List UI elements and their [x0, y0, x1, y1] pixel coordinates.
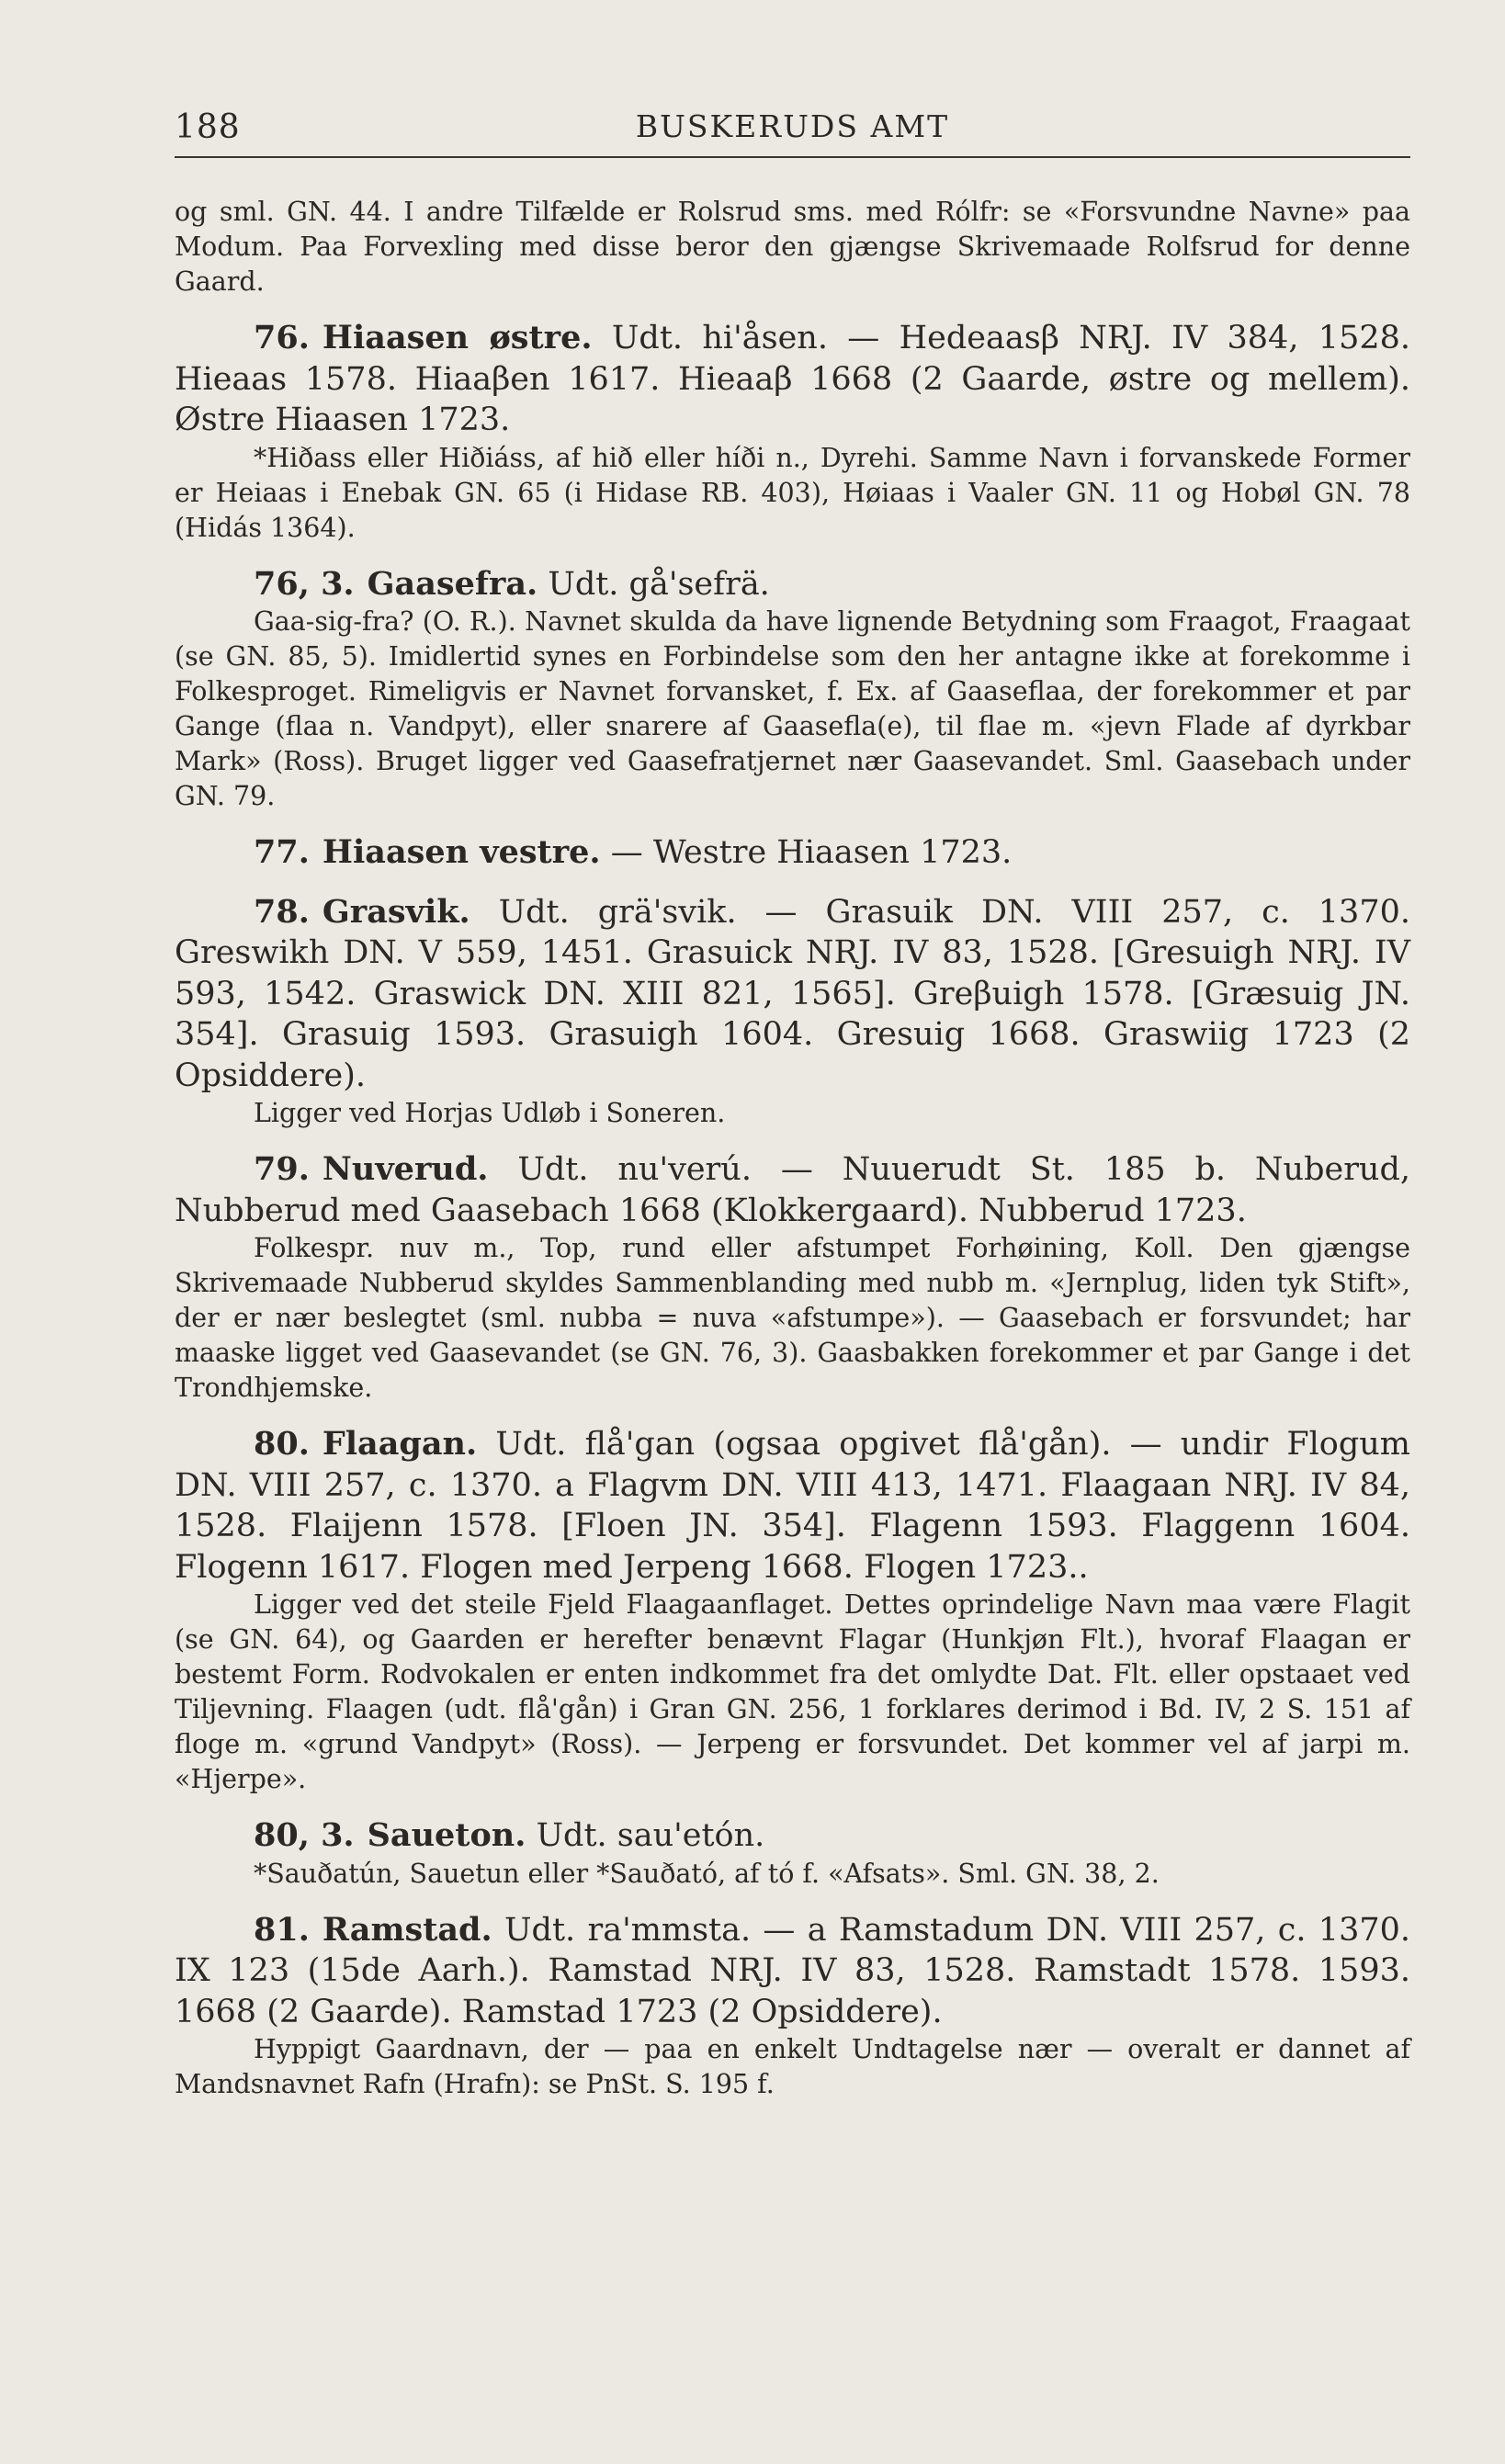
entry-76 [175, 318, 1410, 546]
header-rule [175, 156, 1410, 158]
historical-forms: Udt. ra'mmsta. — a Ramstadum DN. VIII 257, c. 1370. IX 123 (15de Aarh.). Ramstad NRJ. IV 83, 1528. Ramstadt 1578. 1593. 1668 (2 Gaarde). Ramstad 1723 (2 Opsiddere). [175, 1911, 1410, 2030]
farm-name: Nuverud. [322, 1150, 489, 1188]
entry-number: 79. [254, 1150, 310, 1188]
entry-81 [175, 1910, 1410, 2103]
entry-note: *Sauðatún, Sauetun eller *Sauðató, af tó f. «Afsats». Sml. GN. 38, 2. [254, 1858, 1160, 1889]
entry-80-3 [175, 1815, 1410, 1892]
entry-80 [175, 1424, 1410, 1797]
farm-name: Grasvik. [322, 892, 470, 931]
entry-number: 80. [254, 1425, 310, 1463]
entry-number: 81. [254, 1910, 310, 1949]
entry-number: 78. [254, 892, 310, 931]
entry-heading [175, 892, 1410, 1097]
entry-number: 76. [254, 319, 310, 356]
entry-heading [175, 1815, 1410, 1857]
historical-forms: Udt. flå'gan (ogsaa opgivet flå'gån). — undir Flogum DN. VIII 257, c. 1370. a Flagvm DN. VIII 413, 1471. Flaagaan NRJ. IV 84, 1528. Flaijenn 1578. [Floen JN. 354]. Flagenn 1593. Flaggenn 1604. Flogenn 1617. Flogen med Jerpeng 1668. Flogen 1723.. [175, 1426, 1410, 1586]
entry-note: Folkespr. nuv m., Top, rund eller afstumpet Forhøining, Koll. Den gjængse Skrivemaade Nubberud skyldes Sammenblanding med nubb m. «Jernplug, liden tyk Stift», der er nær beslegtet (sml. nubba = nuva «afstumpe»). — Gaasebach er forsvundet; har maaske ligget ved Gaasevandet (se GN. 76, 3). Gaasbakken forekommer et par Gange i det Trondhjemske. [175, 1233, 1410, 1403]
entry-number: 76, 3. [254, 564, 355, 603]
entry-note: Ligger ved Horjas Udløb i Soneren. [254, 1098, 726, 1128]
intro-paragraph: og sml. GN. 44. I andre Tilfælde er Rolsrud sms. med Rólfr: se «Forsvundne Navne» paa Modum. Paa Forvexling med disse beror den gjængse Skrivemaade Rolfsrud for denne Gaard. [175, 197, 1410, 297]
entry-number: 77. [254, 833, 310, 871]
page-header [175, 108, 1410, 154]
entry-76-3 [175, 564, 1410, 815]
entry-77 [175, 832, 1410, 874]
historical-forms: — Westre Hiaasen 1723. [600, 834, 1013, 871]
main-text [175, 195, 1410, 2102]
entry-heading [175, 1910, 1410, 2033]
running-head: BUSKERUDS AMT [635, 108, 950, 144]
entry-79 [175, 1149, 1410, 1406]
entry-78 [175, 892, 1410, 1132]
historical-forms: Udt. nu'verú. — Nuuerudt St. 185 b. Nuberud, Nubberud med Gaasebach 1668 (Klokkergaard). Nubberud 1723. [175, 1151, 1410, 1229]
entry-note: Hyppigt Gaardnavn, der — paa en enkelt Undtagelse nær — overalt er dannet af Mandsnavnet Rafn (Hrafn): se PnSt. S. 195 f. [175, 2034, 1410, 2099]
page-number: 188 [175, 108, 241, 146]
farm-name: Hiaasen østre. [322, 319, 593, 356]
entry-heading [175, 564, 1410, 605]
historical-forms: Udt. gå'sefrä. [538, 565, 770, 603]
farm-name: Flaagan. [322, 1425, 478, 1463]
entry-heading [175, 318, 1410, 441]
entry-note: *Hiðass eller Hiðiáss, af hið eller híði n., Dyrehi. Samme Navn i forvanskede Former er Heiaas i Enebak GN. 65 (i Hidase RB. 403), Høiaas i Vaaler GN. 11 og Hobøl GN. 78 (Hidás 1364). [175, 442, 1410, 543]
historical-forms: Udt. hi'åsen. — Hedeaasβ NRJ. IV 384, 1528. Hieaas 1578. Hiaaβen 1617. Hieaaβ 1668 (2 Gaarde, østre og mellem). Østre Hiaasen 1723. [175, 320, 1411, 438]
entry-heading [175, 832, 1410, 874]
farm-name: Gaasefra. [367, 564, 538, 603]
entry-heading [175, 1424, 1410, 1588]
entry-heading [175, 1149, 1410, 1231]
historical-forms: Udt. grä'svik. — Grasuik DN. VIII 257, c. 1370. Greswikh DN. V 559, 1451. Grasuick NRJ. IV 83, 1528. [Gresuigh NRJ. IV 593, 1542. Graswick DN. XIII 821, 1565]. Greβuigh 1578. [Græsuig JN. 354]. Grasuig 1593. Grasuigh 1604. Gresuig 1668. Graswiig 1723 (2 Opsiddere). [175, 893, 1410, 1094]
farm-name: Saueton. [367, 1816, 526, 1854]
entry-note: Ligger ved det steile Fjeld Flaagaanflaget. Dettes oprindelige Navn maa være Flagit (se GN. 64), og Gaarden er herefter benævnt Flagar (Hunkjøn Flt.), hvoraf Flaagan er bestemt Form. Rodvokalen er enten indkommet fra det omlydte Dat. Flt. eller opstaaet ved Tiljevning. Flaagen (udt. flå'gån) i Gran GN. 256, 1 forklares derimod i Bd. IV, 2 S. 151 af floge m. «grund Vandpyt» (Ross). — Jerpeng er forsvundet. Det kommer vel af jarpi m. «Hjerpe». [175, 1589, 1410, 1794]
farm-name: Ramstad. [322, 1910, 492, 1949]
historical-forms: Udt. sau'etón. [526, 1817, 765, 1854]
entry-number: 80, 3. [254, 1816, 355, 1854]
entry-note: Gaa-sig-fra? (O. R.). Navnet skulda da have lignende Betydning som Fraagot, Fraagaat (se GN. 85, 5). Imidlertid synes en Forbindelse som den her antagne ikke at forekomme i Folkesproget. Rimeligvis er Navnet forvansket, f. Ex. af Gaaseflaa, der forekommer et par Gange (flaa n. Vandpyt), eller snarere af Gaasefla(e), til flae m. «jevn Flade af dyrkbar Mark» (Ross). Bruget ligger ved Gaasefratjernet nær Gaasevandet. Sml. Gaasebach under GN. 79. [175, 606, 1410, 811]
farm-name: Hiaasen vestre. [322, 833, 601, 871]
